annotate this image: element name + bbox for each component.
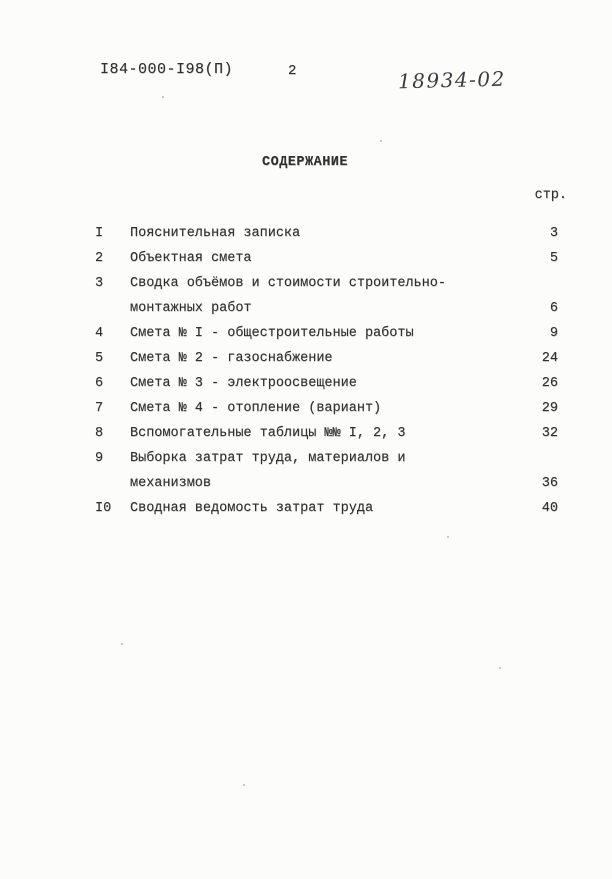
toc-item-page: 26 (541, 376, 558, 391)
toc-item-number: I (95, 226, 104, 241)
toc-item-number: 4 (95, 326, 104, 341)
toc-item-title-line2: механизмов (130, 476, 212, 491)
toc-item (95, 421, 558, 446)
toc-item-number: 9 (95, 451, 104, 466)
toc-item (95, 271, 558, 321)
toc-item (95, 496, 558, 521)
toc-item-title: Выборка затрат труда, материалов и (130, 451, 406, 466)
page-column-header: стр. (534, 188, 567, 203)
toc-item-number: I0 (95, 501, 112, 516)
toc-item-page: 29 (541, 401, 558, 416)
toc-item-title: Пояснительная записка (130, 226, 301, 241)
toc-item-number: 6 (95, 376, 104, 391)
toc-item (95, 321, 558, 346)
toc-item-number: 7 (95, 401, 104, 416)
document-number: I84-000-I98(П) (100, 61, 234, 78)
toc-item-title: Смета № 2 - газоснабжение (130, 351, 333, 366)
handwritten-mark: 18934-02 (397, 66, 507, 94)
toc-item (95, 396, 558, 421)
toc-item-title: Сводная ведомость затрат труда (130, 501, 374, 516)
toc-item-number: 2 (95, 251, 104, 266)
toc-item (95, 371, 558, 396)
toc-item (95, 346, 558, 371)
toc-item-page: 40 (541, 501, 558, 516)
scan-speck (499, 667, 501, 669)
toc-item-title: Объектная смета (130, 251, 252, 266)
toc-item-title: Смета № 3 - электроосвещение (130, 376, 357, 391)
table-of-contents (95, 221, 558, 521)
toc-item (95, 446, 558, 496)
toc-item (95, 221, 558, 246)
scan-speck (447, 536, 449, 538)
toc-item-page: 5 (549, 251, 558, 266)
scan-speck (243, 784, 245, 786)
toc-item-title: Смета № 4 - отопление (вариант) (130, 401, 382, 416)
toc-item-page: 6 (549, 301, 558, 316)
toc-item-page: 24 (541, 351, 558, 366)
scan-speck (121, 643, 123, 645)
sheet-number: 2 (288, 63, 297, 79)
toc-item (95, 246, 558, 271)
toc-item-number: 3 (95, 276, 104, 291)
page-title: СОДЕРЖАНИЕ (262, 155, 349, 170)
toc-item-number: 8 (95, 426, 104, 441)
scan-speck (380, 140, 382, 142)
toc-item-title: Смета № I - общестроительные работы (130, 326, 414, 341)
toc-item-page: 32 (541, 426, 558, 441)
scan-speck (162, 96, 164, 98)
toc-item-title: Вспомогательные таблицы №№ I, 2, 3 (130, 426, 406, 441)
toc-item-page: 3 (549, 226, 558, 241)
toc-item-page: 36 (541, 476, 558, 491)
toc-item-title: Сводка объёмов и стоимости строительно- (130, 276, 446, 291)
toc-item-page: 9 (549, 326, 558, 341)
toc-item-number: 5 (95, 351, 104, 366)
toc-item-title-line2: монтажных работ (130, 301, 252, 316)
